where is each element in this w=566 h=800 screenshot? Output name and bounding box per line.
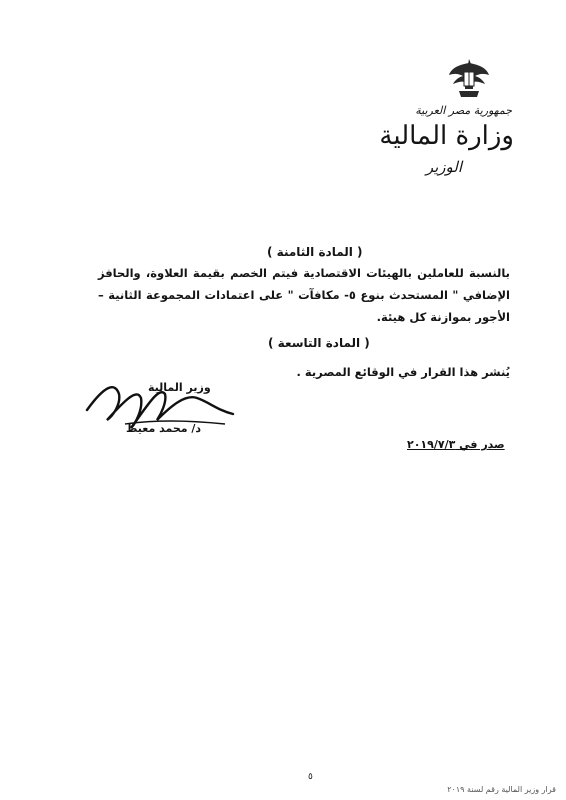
article-9-line: يُنشر هذا القرار في الوقائع المصرية . [296, 365, 510, 379]
footer-text: قرار وزير المالية رقم لسنة ٢٠١٩ [447, 785, 556, 794]
eagle-emblem-icon [447, 55, 491, 101]
article-8-line: الإضافي " المستحدث بنوع ٥- مكافآت " على اعتمادات المجموعة الثانية – [98, 288, 510, 302]
ministry-name: وزارة المالية [379, 121, 514, 151]
signatory-title: وزير المالية [148, 381, 211, 394]
article-9-heading: ( المادة التاسعة ) [268, 336, 370, 350]
article-8-line: الأجور بموازنة كل هيئة. [376, 310, 510, 324]
article-8-heading: ( المادة الثامنة ) [267, 245, 363, 259]
republic-name: جمهورية مصر العربية [415, 104, 512, 117]
minister-title: الوزير [425, 158, 462, 176]
issue-date: صدر في ٢٠١٩/٧/٣ [407, 438, 505, 451]
page-number: ٥ [308, 772, 313, 782]
article-8-body [98, 262, 510, 328]
signatory-name: د/ محمد معيط [126, 422, 202, 435]
article-8-line: بالنسبة للعاملين بالهيئات الاقتصادية فيتم الخصم بقيمة العلاوة، والحافز [98, 266, 510, 280]
